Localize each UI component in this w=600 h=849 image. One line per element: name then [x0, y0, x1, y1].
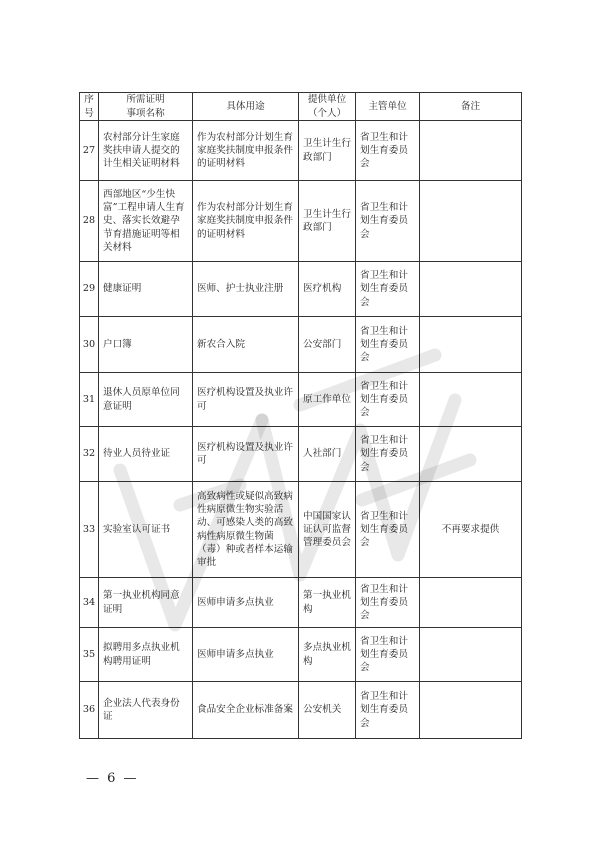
provider-unit: 医疗机构	[299, 262, 356, 317]
provider-unit: 原工作单位	[299, 373, 356, 427]
certificate-name: 退休人员原单位同意证明	[99, 373, 193, 427]
row-number: 31	[80, 373, 99, 427]
row-number: 27	[80, 121, 99, 181]
remark	[420, 628, 522, 682]
specific-use: 医师申请多点执业	[193, 578, 299, 628]
provider-unit: 公安部门	[299, 317, 356, 373]
remark	[420, 317, 522, 373]
authority-unit: 省卫生和计划生育委员会	[356, 317, 420, 373]
table-row	[80, 121, 522, 181]
specific-use: 医疗机构设置及执业许可	[193, 373, 299, 427]
authority-unit: 省卫生和计划生育委员会	[356, 427, 420, 482]
certificate-name: 户口簿	[99, 317, 193, 373]
specific-use: 医师、护士执业注册	[193, 262, 299, 317]
header-no	[80, 93, 99, 121]
remark	[420, 427, 522, 482]
authority-unit: 省卫生和计划生育委员会	[356, 181, 420, 262]
row-number: 30	[80, 317, 99, 373]
specific-use: 作为农村部分计划生育家庭奖扶制度申报条件的证明材料	[193, 121, 299, 181]
specific-use: 食品安全企业标准备案	[193, 682, 299, 739]
row-number: 29	[80, 262, 99, 317]
provider-unit: 多点执业机构	[299, 628, 356, 682]
certificate-name: 拟聘用多点执业机构聘用证明	[99, 628, 193, 682]
row-number: 36	[80, 682, 99, 739]
remark	[420, 373, 522, 427]
certificate-table	[79, 92, 522, 739]
provider-unit: 卫生计生行政部门	[299, 121, 356, 181]
header-authority	[356, 93, 420, 121]
specific-use: 高致病性或疑似高致病性病原微生物实验活动、可感染人类的高致病性病原微生物菌（毒）种或者样本运输审批	[193, 482, 299, 578]
specific-use: 医师申请多点执业	[193, 628, 299, 682]
certificate-name: 企业法人代表身份证	[99, 682, 193, 739]
page-number: — 6 —	[86, 771, 139, 786]
header-use-text: 具体用途	[226, 100, 265, 112]
certificate-name: 第一执业机构同意证明	[99, 578, 193, 628]
row-number: 32	[80, 427, 99, 482]
certificate-name: 实验室认可证书	[99, 482, 193, 578]
table-header-row	[80, 93, 522, 121]
authority-unit: 省卫生和计划生育委员会	[356, 373, 420, 427]
specific-use: 作为农村部分计划生育家庭奖扶制度申报条件的证明材料	[193, 181, 299, 262]
table-row	[80, 262, 522, 317]
header-authority-text: 主管单位	[368, 100, 407, 112]
table-row	[80, 578, 522, 628]
authority-unit: 省卫生和计划生育委员会	[356, 628, 420, 682]
table-row	[80, 181, 522, 262]
header-use	[193, 93, 299, 121]
provider-unit: 中国国家认证认可监督管理委员会	[299, 482, 356, 578]
certificate-name: 农村部分计生家庭奖扶申请人提交的计生相关证明材料	[99, 121, 193, 181]
header-provider	[299, 93, 356, 121]
row-number: 33	[80, 482, 99, 578]
table-row	[80, 682, 522, 739]
authority-unit: 省卫生和计划生育委员会	[356, 482, 420, 578]
table-row	[80, 628, 522, 682]
provider-unit: 公安机关	[299, 682, 356, 739]
provider-unit: 卫生计生行政部门	[299, 181, 356, 262]
certificate-name: 西部地区“少生快富”工程申请人生育史、落实长效避孕节育措施证明等相关材料	[99, 181, 193, 262]
remark: 不再要求提供	[420, 482, 522, 578]
authority-unit: 省卫生和计划生育委员会	[356, 262, 420, 317]
header-name	[99, 93, 193, 121]
row-number: 28	[80, 181, 99, 262]
remark	[420, 121, 522, 181]
remark	[420, 578, 522, 628]
authority-unit: 省卫生和计划生育委员会	[356, 121, 420, 181]
header-no-text: 序 号	[84, 94, 94, 119]
specific-use: 医疗机构设置及执业许可	[193, 427, 299, 482]
header-remark	[420, 93, 522, 121]
row-number: 34	[80, 578, 99, 628]
header-remark-text: 备注	[460, 100, 481, 112]
remark	[420, 262, 522, 317]
certificate-name: 待业人员待业证	[99, 427, 193, 482]
row-number: 35	[80, 628, 99, 682]
authority-unit: 省卫生和计划生育委员会	[356, 682, 420, 739]
authority-unit: 省卫生和计划生育委员会	[356, 578, 420, 628]
specific-use: 新农合入院	[193, 317, 299, 373]
header-name-text: 所需证明 事项名称	[126, 94, 165, 119]
remark	[420, 181, 522, 262]
table-row	[80, 317, 522, 373]
table-row	[80, 482, 522, 578]
remark	[420, 682, 522, 739]
table-row	[80, 373, 522, 427]
header-provider-text: 提供单位 （个人）	[307, 94, 347, 119]
certificate-name: 健康证明	[99, 262, 193, 317]
provider-unit: 人社部门	[299, 427, 356, 482]
provider-unit: 第一执业机构	[299, 578, 356, 628]
table-row	[80, 427, 522, 482]
